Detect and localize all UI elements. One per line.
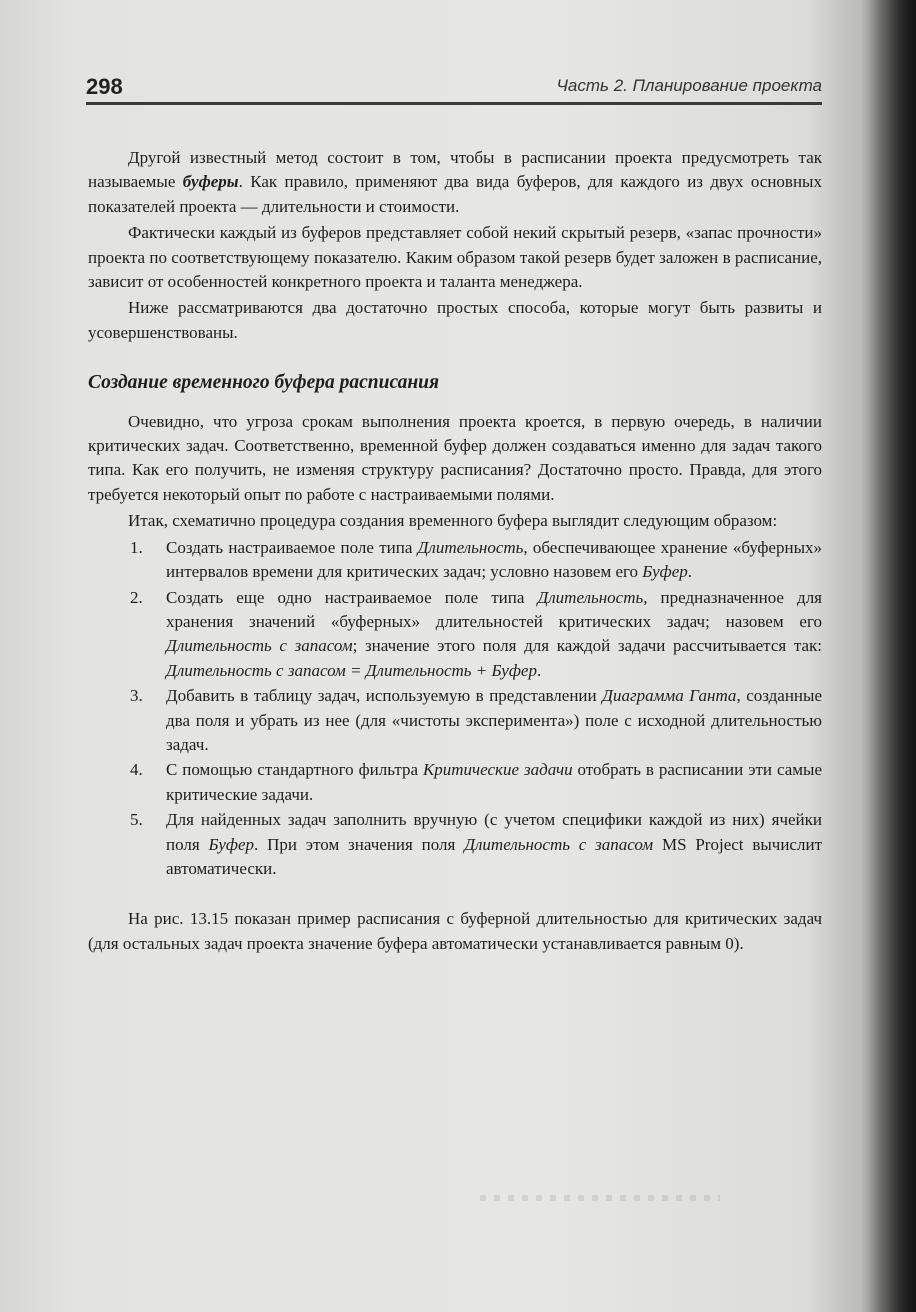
running-head: Часть 2. Планирование проекта: [556, 76, 822, 95]
list-item: 4. С помощью стандартного фильтра Критические задачи отобрать в расписании эти самые критические задачи.: [130, 760, 822, 804]
paragraph-two-methods: Ниже рассматриваются два достаточно простых способа, которые могут быть развиты и усовершенствованы.: [88, 298, 822, 342]
list-item-number: 5.: [130, 810, 143, 830]
list-item-number: 4.: [130, 760, 143, 780]
section-heading: Создание временного буфера расписания: [88, 372, 440, 394]
list-item: 1. Создать настраиваемое поле типа Длительность, обеспечивающее хранение «буферных» интервалов времени для критических задач; условно назовем его Буфер.: [130, 537, 822, 582]
list-item-number: 2.: [130, 587, 143, 607]
list-item-number: 1.: [130, 537, 143, 557]
procedure-steps-list: [88, 536, 822, 882]
paragraph-figure-reference: На рис. 13.15 показан пример расписания с буферной длительностью для критических задач (для остальных задач проекта значение буфера автоматически устанавливается равным 0).: [88, 909, 822, 953]
page-header: [86, 72, 822, 106]
scan-bleed-through: [480, 1195, 720, 1201]
term-buffers: буферы: [182, 172, 239, 192]
paragraph-buffers-intro: Другой известный метод состоит в том, чтобы в расписании проекта предусмотреть так называемые буферы. Как правило, применяют два вида буферов, для каждого из двух основных показателей проекта — длительности и стоимости.: [88, 148, 822, 216]
page-number: 298: [86, 74, 123, 99]
header-rule: [86, 102, 822, 105]
list-item: 5. Для найденных задач заполнить вручную (с учетом специфики каждой из них) ячейки поля Буфер. При этом значения поля Длительность с запасом MS Project вычислит автоматически.: [130, 810, 822, 878]
list-item-number: 3.: [130, 686, 143, 706]
book-spine-shadow: [870, 0, 916, 1312]
list-item: 3. Добавить в таблицу задач, используемую в представлении Диаграмма Ганта, созданные два поля и убрать из нее (для «чистоты эксперимента») поле с исходной длительностью задач.: [130, 686, 822, 754]
page-body: [88, 146, 822, 956]
list-item: 2. Создать еще одно настраиваемое поле типа Длительность, предназначенное для хранения значений «буферных» длительностей критических задач; назовем его Длительность с запасом; значение этого поля для каждой задачи рассчитывается так: Длительность с запасом = Длительность + Буфер.: [130, 587, 822, 680]
paragraph-hidden-reserve: Фактически каждый из буферов представляет собой некий скрытый резерв, «запас прочности» проекта по соответствующему показателю. Каким образом такой резерв будет заложен в расписание, зависит от особенностей конкретного проекта и таланта менеджера.: [88, 223, 822, 292]
paragraph-procedure-intro: Итак, схематично процедура создания временного буфера выглядит следующим образом:: [128, 511, 778, 531]
paragraph-critical-tasks: Очевидно, что угроза срокам выполнения проекта кроется, в первую очередь, в наличии критических задач. Соответственно, временной буфер должен создаваться именно для задач такого типа. Как его получить, не изменяя структуру расписания? Достаточно просто. Правда, для этого требуется некоторый опыт по работе с настраиваемыми полями.: [88, 411, 822, 504]
